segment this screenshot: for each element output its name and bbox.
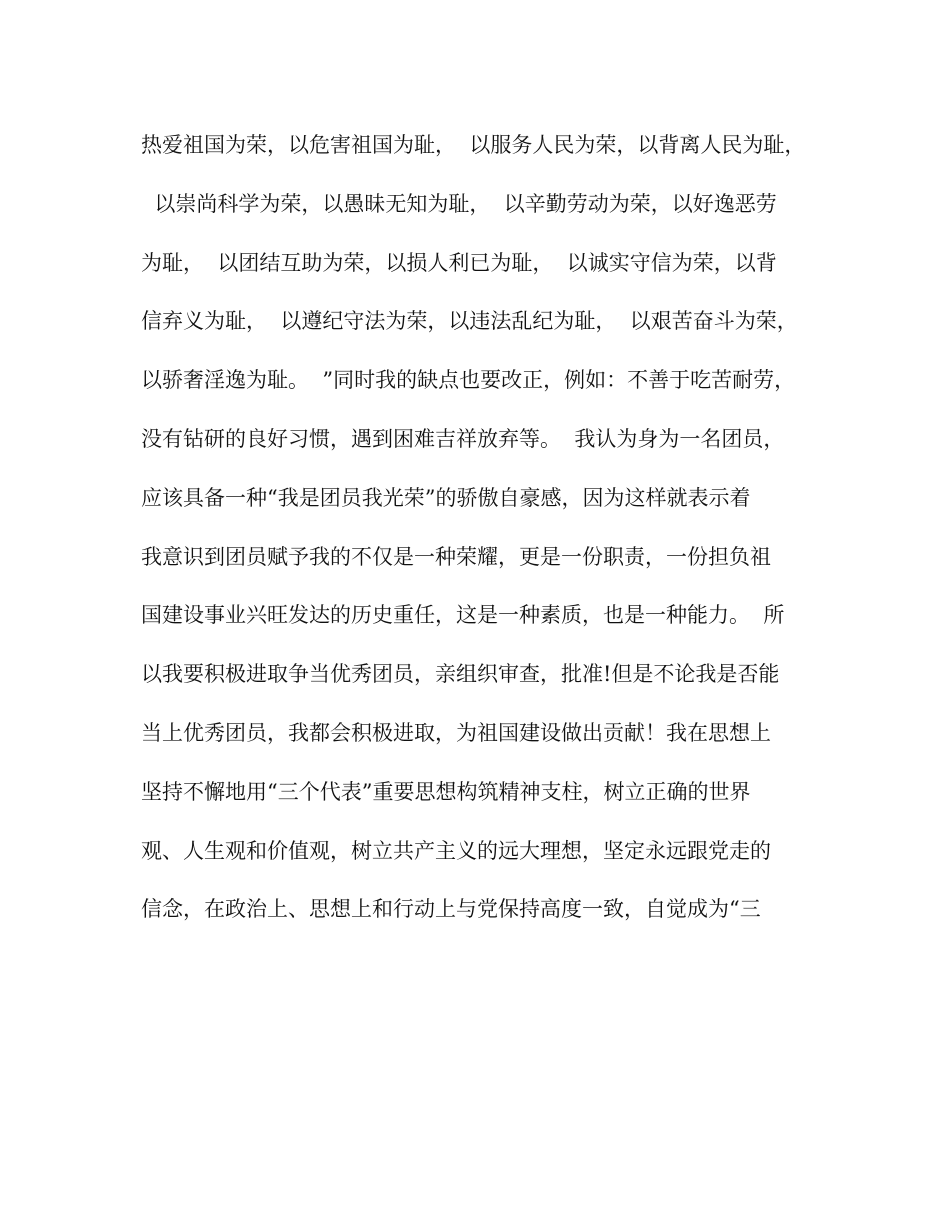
text-line: 我意识到团员赋予我的不仅是一种荣耀，更是一份职责，一份担负祖 bbox=[141, 544, 771, 569]
text-line: 坚持不懈地用“三个代表”重要思想构筑精神支柱，树立正确的世界 bbox=[141, 779, 751, 804]
body-text bbox=[141, 125, 821, 948]
text-line: 热爱祖国为荣，以危害祖国为耻， 以服务人民为荣，以背离人民为耻， bbox=[141, 133, 806, 157]
text-line: 信念，在政治上、思想上和行动上与党保持高度一致，自觉成为“三 bbox=[141, 897, 761, 922]
text-line: 以崇尚科学为荣，以愚昧无知为耻， 以辛勤劳动为荣，以好逸恶劳 bbox=[141, 191, 777, 216]
text-line: 以骄奢淫逸为耻。 ”同时我的缺点也要改正，例如：不善于吃苦耐劳， bbox=[141, 368, 796, 393]
text-line: 为耻， 以团结互助为荣，以损人利已为耻， 以诚实守信为荣，以背 bbox=[141, 250, 777, 275]
text-line: 信弃义为耻， 以遵纪守法为荣，以违法乱纪为耻， 以艰苦奋斗为荣， bbox=[141, 309, 798, 334]
text-line: 应该具备一种“我是团员我光荣”的骄傲自豪感，因为这样就表示着 bbox=[141, 485, 751, 510]
text-line: 以我要积极进取争当优秀团员，亲组织审查，批准!但是不论我是否能 bbox=[141, 662, 780, 687]
text-line: 没有钻研的良好习惯，遇到困难吉祥放弃等。 我认为身为一名团员， bbox=[141, 426, 785, 451]
text-line: 国建设事业兴旺发达的历史重任，这是一种素质，也是一种能力。 所 bbox=[141, 603, 785, 628]
text-line: 观、人生观和价值观，树立共产主义的远大理想，坚定永远跟党走的 bbox=[141, 838, 771, 863]
text-line: 当上优秀团员，我都会积极进取，为祖国建设做出贡献！我在思想上 bbox=[141, 720, 771, 745]
